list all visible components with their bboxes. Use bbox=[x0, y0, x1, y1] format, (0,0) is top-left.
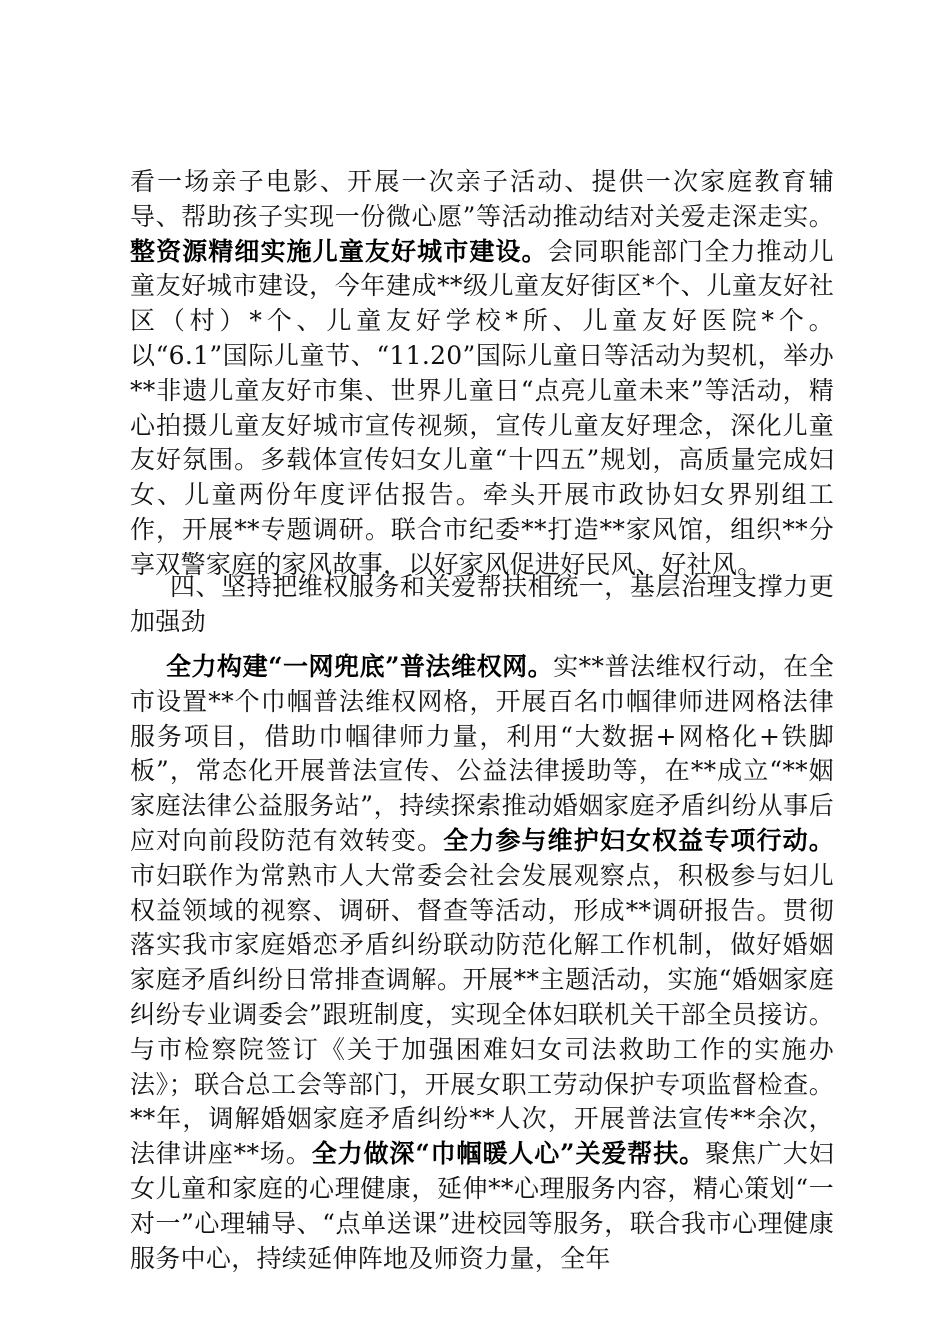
text-run: 聚焦广大妇女儿童和家庭的心理健康，延伸**心理服务内容，精心策划“一对一”心理辅导、“点单送课”进校园等服务，联合我市心理健康服务中心，持续延伸阵地及师资力量，全年 bbox=[130, 1139, 834, 1273]
bold-heading-care-support: 全力做深“巾帼暖人心”关爱帮扶。 bbox=[311, 1139, 706, 1169]
bold-heading-child-friendly-city: 整资源精细实施儿童友好城市建设。 bbox=[130, 236, 548, 266]
heading-text: 四、坚持把维权服务和关爱帮扶相统一，基层治理支撑力更加强劲 bbox=[130, 572, 834, 636]
text-run: 看一场亲子电影、开展一次亲子活动、提供一次家庭教育辅导、帮助孩子实现一份微心愿”等活动推动结对关爱走深走实。 bbox=[130, 167, 834, 231]
paragraph-legal-rights-network bbox=[130, 650, 834, 1276]
text-run: 实**普法维权行动，在全市设置**个巾帼普法维权网格，开展百名巾帼律师进网格法律服务项目，借助巾帼律师力量，利用“大数据+网格化+铁脚板”，常态化开展普法宣传、公益法律援助等，在**成立“**姻家庭法律公益服务站”，持续探索推动婚姻家庭矛盾纠纷从事后应对向前段防范有效转变。 bbox=[130, 652, 834, 855]
bold-heading-rights-action: 全力参与维护妇女权益专项行动。 bbox=[443, 825, 834, 855]
text-run: 会同职能部门全力推动儿童友好城市建设，今年建成**级儿童友好街区*个、儿童友好社区（村）*个、儿童友好学校*所、儿童友好医院*个。以“6.1”国际儿童节、“11.20”国际儿童日等活动为契机，举办**非遗儿童友好市集、世界儿童日“点亮儿童未来”等活动，精心拍摄儿童友好城市宣传视频，宣传儿童友好理念，深化儿童友好氛围。多载体宣传妇女儿童“十四五”规划，高质量完成妇女、儿童两份年度评估报告。牵头开展市政协妇女界别组工作，开展**专题调研。联合市纪委**打造**家风馆，组织**分享双警家庭的家风故事，以好家风促进好民风、好社风。 bbox=[130, 236, 834, 579]
bold-heading-legal-network: 全力构建“一网兜底”普法维权网。 bbox=[166, 652, 554, 681]
paragraph-child-friendly-city bbox=[130, 165, 834, 583]
text-run: 市妇联作为常熟市人大常委会社会发展观察点，积极参与妇儿权益领域的视察、调研、督查等活动，形成**调研报告。贯彻落实我市家庭婚恋矛盾纠纷联动防范化解工作机制，做好婚姻家庭矛盾纠纷日常排查调解。开展**主题活动，实施“婚姻家庭纠纷专业调委会”跟班制度，实现全体妇联机关干部全员接访。与市检察院签订《关于加强困难妇女司法救助工作的实施办法》；联合总工会等部门，开展女职工劳动保护专项监督检查。**年，调解婚姻家庭矛盾纠纷**人次，开展普法宣传**余次，法律讲座**场。 bbox=[130, 860, 834, 1169]
section-heading-rights-service bbox=[130, 570, 834, 640]
